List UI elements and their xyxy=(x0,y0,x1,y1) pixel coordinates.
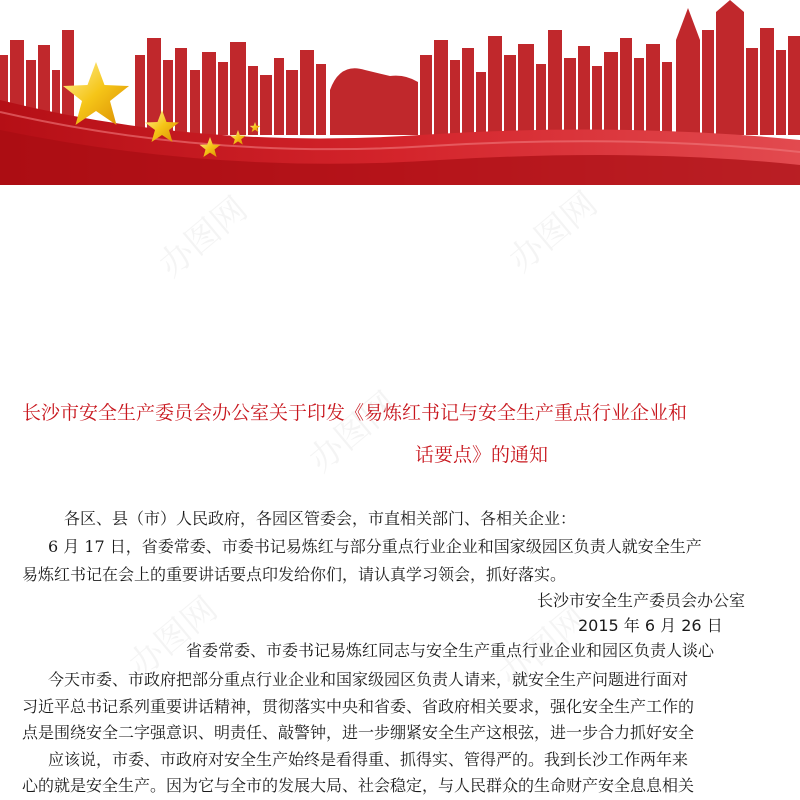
salutation: 各区、县（市）人民政府，各园区管委会，市直相关部门、各相关企业： xyxy=(64,509,577,528)
speech-paragraph1-line2: 习近平总书记系列重要讲话精神，贯彻落实中央和省委、省政府相关要求，强化安全生产工作的 xyxy=(22,697,695,716)
speech-paragraph2-line2: 心的就是安全生产。因为它与全市的发展大局、社会稳定，与人民群众的生命财产安全息息相关 xyxy=(22,776,695,795)
watermark: 办图网 xyxy=(491,599,596,696)
speech-paragraph2-line1: 应该说，市委、市政府对安全生产始终是看得重、抓得实、管得严的。我到长沙工作两年来 xyxy=(48,750,689,769)
skyline-banner-graphic xyxy=(0,0,800,185)
issuer-signature: 长沙市安全生产委员会办公室 xyxy=(537,591,746,610)
notice-body-line1: 6 月 17 日，省委常委、市委书记易炼红与部分重点行业企业和国家级园区负责人就安全生产 xyxy=(48,537,702,556)
watermark: 办图网 xyxy=(151,189,256,286)
issue-date: 2015 年 6 月 26 日 xyxy=(578,616,723,635)
document-title-line2: 话要点》的通知 xyxy=(415,444,549,466)
notice-body-line2: 易炼红书记在会上的重要讲话要点印发给你们，请认真学习领会，抓好落实。 xyxy=(22,565,567,584)
header-banner xyxy=(0,0,800,185)
skyline-buildings xyxy=(0,0,800,135)
document-title-line1: 长沙市安全生产委员会办公室关于印发《易炼红书记与安全生产重点行业企业和 xyxy=(22,402,688,424)
watermark: 办图网 xyxy=(301,384,406,481)
speech-paragraph1-line1: 今天市委、市政府把部分重点行业企业和国家级园区负责人请来，就安全生产问题进行面对 xyxy=(48,670,689,689)
watermark: 办图网 xyxy=(501,184,606,281)
speech-paragraph1-line3: 点是围绕安全二字强意识、明责任、敲警钟，进一步绷紧安全生产这根弦，进一步合力抓好安全 xyxy=(22,723,695,742)
speech-heading: 省委常委、市委书记易炼红同志与安全生产重点行业企业和园区负责人谈心 xyxy=(186,641,715,660)
watermark: 办图网 xyxy=(121,589,226,686)
